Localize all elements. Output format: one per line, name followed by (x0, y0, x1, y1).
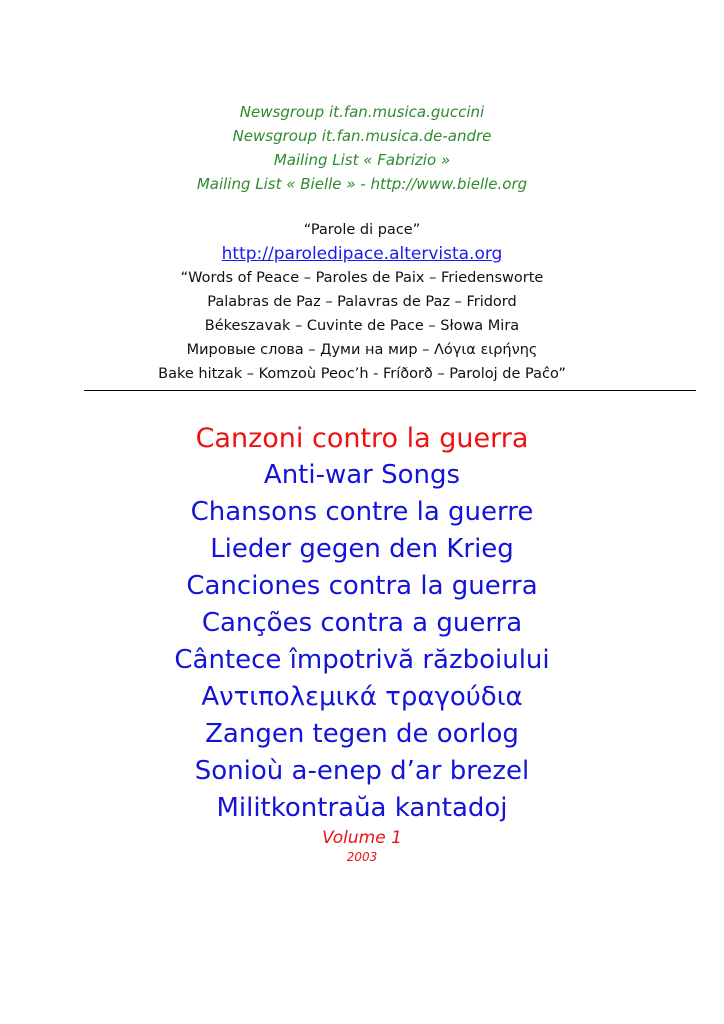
header-block (0, 100, 724, 386)
main-title: Canzoni contro la guerra (195, 423, 529, 454)
title-romanian: Cântece împotrivă războiului (174, 645, 550, 675)
translation-line-4: Мировые слова – Думи на мир – Λόγια ειρήνης (186, 342, 538, 358)
project-name: “Parole di pace” (303, 222, 421, 238)
title-german: Lieder gegen den Krieg (210, 534, 514, 564)
year-label: 2003 (346, 850, 378, 864)
title-esperanto: Militkontraŭa kantadoj (216, 793, 508, 823)
title-portuguese: Canções contra a guerra (201, 608, 523, 638)
volume-label: Volume 1 (322, 828, 402, 848)
source-newsgroup-guccini: Newsgroup it.fan.musica.guccini (239, 103, 485, 121)
title-breton: Sonioù a-enep d’ar brezel (194, 756, 530, 786)
translation-line-3: Békeszavak – Cuvinte de Pace – Słowa Mira (204, 318, 520, 334)
title-block (0, 420, 724, 865)
translation-line-2: Palabras de Paz – Palavras de Paz – Fridord (207, 294, 517, 310)
title-english: Anti-war Songs (263, 460, 461, 490)
title-dutch: Zangen tegen de oorlog (205, 719, 519, 749)
translation-line-5: Bake hitzak – Komzoù Peoc’h - Fríðorð – Paroloj de Paĉo” (158, 366, 566, 382)
project-url-link[interactable]: http://paroledipace.altervista.org (221, 244, 503, 264)
horizontal-divider (84, 390, 696, 391)
header-spacer (0, 196, 724, 218)
project-url-line (0, 242, 724, 266)
title-spanish: Canciones contra la guerra (186, 571, 538, 601)
title-french: Chansons contre la guerre (190, 497, 534, 527)
translation-line-1: “Words of Peace – Paroles de Paix – Friedensworte (180, 270, 544, 286)
source-mailing-list-bielle: Mailing List « Bielle » - http://www.bielle.org (196, 175, 528, 193)
source-newsgroup-de-andre: Newsgroup it.fan.musica.de-andre (232, 127, 492, 145)
title-greek: Αντιπολεμικά τραγούδια (201, 682, 523, 712)
source-mailing-list-fabrizio: Mailing List « Fabrizio » (273, 151, 451, 169)
